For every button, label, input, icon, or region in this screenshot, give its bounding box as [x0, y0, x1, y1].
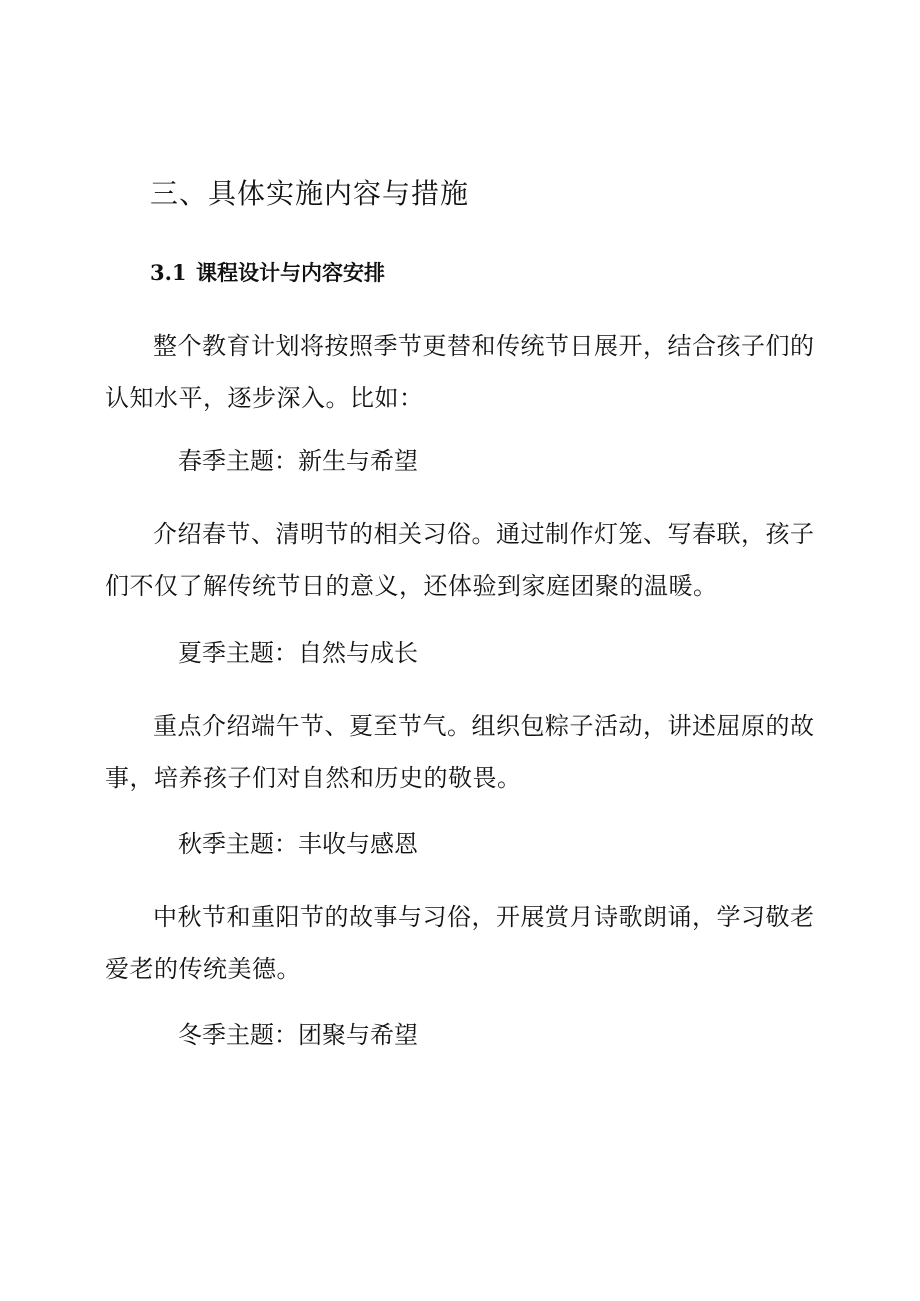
section-heading: 三、具体实施内容与措施	[150, 177, 470, 210]
autumn-theme-paragraph: 中秋节和重阳节的故事与习俗，开展赏月诗歌朗诵，学习敬老爱老的传统美德。	[105, 903, 815, 983]
subsection-number: 3.1	[150, 260, 187, 285]
spring-theme-paragraph: 介绍春节、清明节的相关习俗。通过制作灯笼、写春联，孩子们不仅了解传统节日的意义，还体验到家庭团聚的温暖。	[105, 520, 815, 600]
subsection-heading	[150, 256, 385, 290]
intro-paragraph: 整个教育计划将按照季节更替和传统节日展开，结合孩子们的认知水平，逐步深入。比如：	[105, 332, 815, 412]
autumn-theme-title: 秋季主题：丰收与感恩	[178, 830, 418, 858]
spring-theme-title: 春季主题：新生与希望	[178, 447, 418, 475]
subsection-title: 课程设计与内容安排	[196, 260, 385, 285]
winter-theme-title: 冬季主题：团聚与希望	[178, 1021, 418, 1049]
summer-theme-title: 夏季主题：自然与成长	[178, 639, 418, 667]
summer-theme-paragraph: 重点介绍端午节、夏至节气。组织包粽子活动，讲述屈原的故事，培养孩子们对自然和历史的敬畏。	[105, 712, 815, 792]
